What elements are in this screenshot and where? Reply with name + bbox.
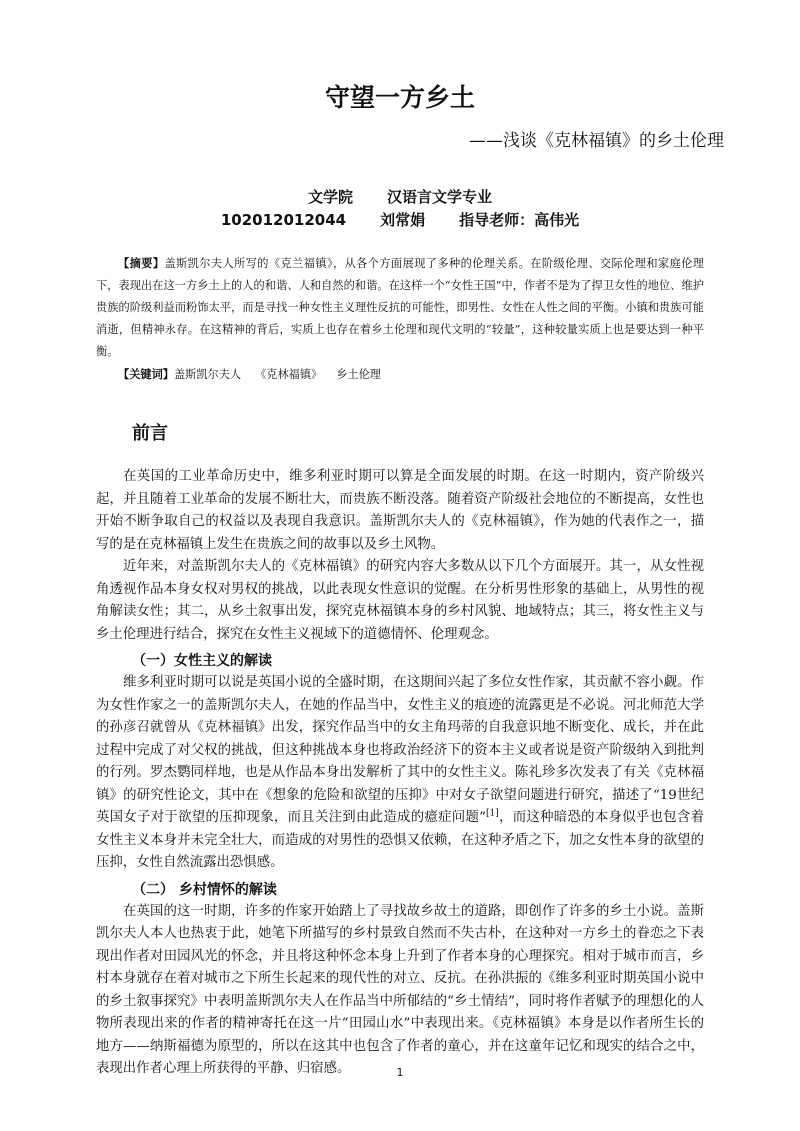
page-number: 1 <box>396 1066 404 1079</box>
school-name: 文学院 <box>307 188 353 206</box>
abstract <box>96 252 704 363</box>
major-name: 汉语言文学专业 <box>387 188 493 206</box>
keyword-1: 盖斯凯尔夫人 <box>173 368 242 381</box>
author-name: 刘常娟 <box>380 211 426 229</box>
keyword-3: 乡土伦理 <box>336 368 381 381</box>
feminism-text-a: 维多利亚时期可以说是英国小说的全盛时期，在这期间兴起了多位女性作家，其贡献不容小觑。作为女性作家之一的盖斯凯尔夫人，在她的作品当中，女性主义的痕迹的流露更是不必说。河北师范大学的孙彦召就曾从《克林福镇》出发，探究作品当中的女主角玛蒂的自我意识地不断变化、成长，并在此过程中完成了对父权的挑战，但这种挑战本身也将政治经济下的资本主义或者说是资产阶级纳入到批判的行列。罗杰鹦同样地，也是从作品本身出发解析了其中的女性主义。陈礼珍多次发表了有关《克林福镇》的研究性论文，其中在《想象的危险和欲望的压抑》中对女子欲望问题进行研究，描述了“19世纪英国女子对于欲望的压抑现象，而且关注到由此造成的癔症问题” <box>96 675 704 825</box>
section-heading-preface: 前言 <box>132 423 168 444</box>
feminism-paragraph <box>96 672 704 875</box>
subsection-heading-feminism: （一）女性主义的解读 <box>132 653 272 669</box>
keywords <box>96 363 704 386</box>
subsection-heading-rural: （二） 乡村情怀的解读 <box>132 881 277 898</box>
keyword-2: 《克林福镇》 <box>255 368 323 381</box>
keywords-label: 【关键词】 <box>118 367 174 381</box>
rural-paragraph: 在英国的这一时期，许多的作家开始踏上了寻找故乡故土的道路，即创作了许多的乡土小说。盖斯凯尔夫人本人也热衷于此，她笔下所描写的乡村景致自然而不失古朴，在这种对一方乡土的眷恋之下表现出作者对田园风光的怀念，并且将这种怀念本身上升到了作者本身的心理探究。相对于城市而言，乡村本身就存在着对城市之下所生长起来的现代性的对立、反抗。在孙洪振的《维多利亚时期英国小说中的乡土叙事探究》中表明盖斯凯尔夫人在作品当中所郁结的“乡土情结”，同时将作者赋予的理想化的人物所表现出来的作者的精神寄托在这一片“田园山水”中表现出来。《克林福镇》本身是以作者所生长的地方——纳斯福德为原型的，所以在这其中也包含了作者的童心，并在这童年记忆和现实的结合之中，表现出作者心理上所获得的平静、归宿感。 <box>96 903 704 1076</box>
author-line <box>96 208 704 232</box>
preface-paragraph-2: 近年来，对盖斯凯尔夫人的《克林福镇》的研究内容大多数从以下几个方面展开。其一，从女性视角透视作品本身女权对男权的挑战，以此表现女性意识的觉醒。在分析男性形象的基础上，从男性的视角解读女性；其二，从乡土叙事出发，探究克林福镇本身的乡村风貌、地域特点；其三，将女性主义与乡土伦理进行结合，探究在女性主义视域下的道德情怀、伦理观念。 <box>96 559 704 642</box>
student-id: 102012012044 <box>220 211 347 229</box>
advisor-label: 指导老师： <box>459 211 535 229</box>
advisor-name: 高伟光 <box>534 211 580 229</box>
paper-title: 守望一方乡土 <box>324 83 475 112</box>
abstract-label: 【摘要】 <box>118 256 165 270</box>
preface-paragraph-1: 在英国的工业革命历史中，维多利亚时期可以算是全面发展的时期。在这一时期内，资产阶级兴起，并且随着工业革命的发展不断壮大，而贵族不断没落。随着资产阶级社会地位的不断提高，女性也开始不断争取自己的权益以及表现自我意识。盖斯凯尔夫人的《克林福镇》，作为她的代表作之一，描写的是在克林福镇上发生在贵族之间的故事以及乡土风物。 <box>96 469 704 552</box>
paper-subtitle: ——浅谈《克林福镇》的乡土伦理 <box>469 131 724 151</box>
feminism-text-b: ，而这种暗恐的本身似乎也包含着女性主义本身并未完全壮大，而造成的对男性的恐惧又依赖，在这种矛盾之下，加之女性本身的欲望的压抑，女性自然流露出恐惧感。 <box>96 810 705 870</box>
abstract-text: 盖斯凯尔夫人所写的《克兰福镇》，从各个方面展现了多种的伦理关系。在阶级伦理、交际伦理和家庭伦理下，表现出在这一方乡土上的人的和谐、人和自然的和谐。在这样一个“女性王国”中，作者不是为了捍卫女性的地位、维护贵族的阶级利益而粉饰太平，而是寻找一种女性主义理性反抗的可能性，即男性、女性在人性之间的平衡。小镇和贵族可能消逝，但精神永存。在这精神的背后，实质上也存在着乡土伦理和现代文明的“较量”，这种较量实质上也是要达到一种平衡。 <box>96 257 704 358</box>
affiliation-line <box>96 186 704 208</box>
citation-ref: [1] <box>486 808 499 819</box>
